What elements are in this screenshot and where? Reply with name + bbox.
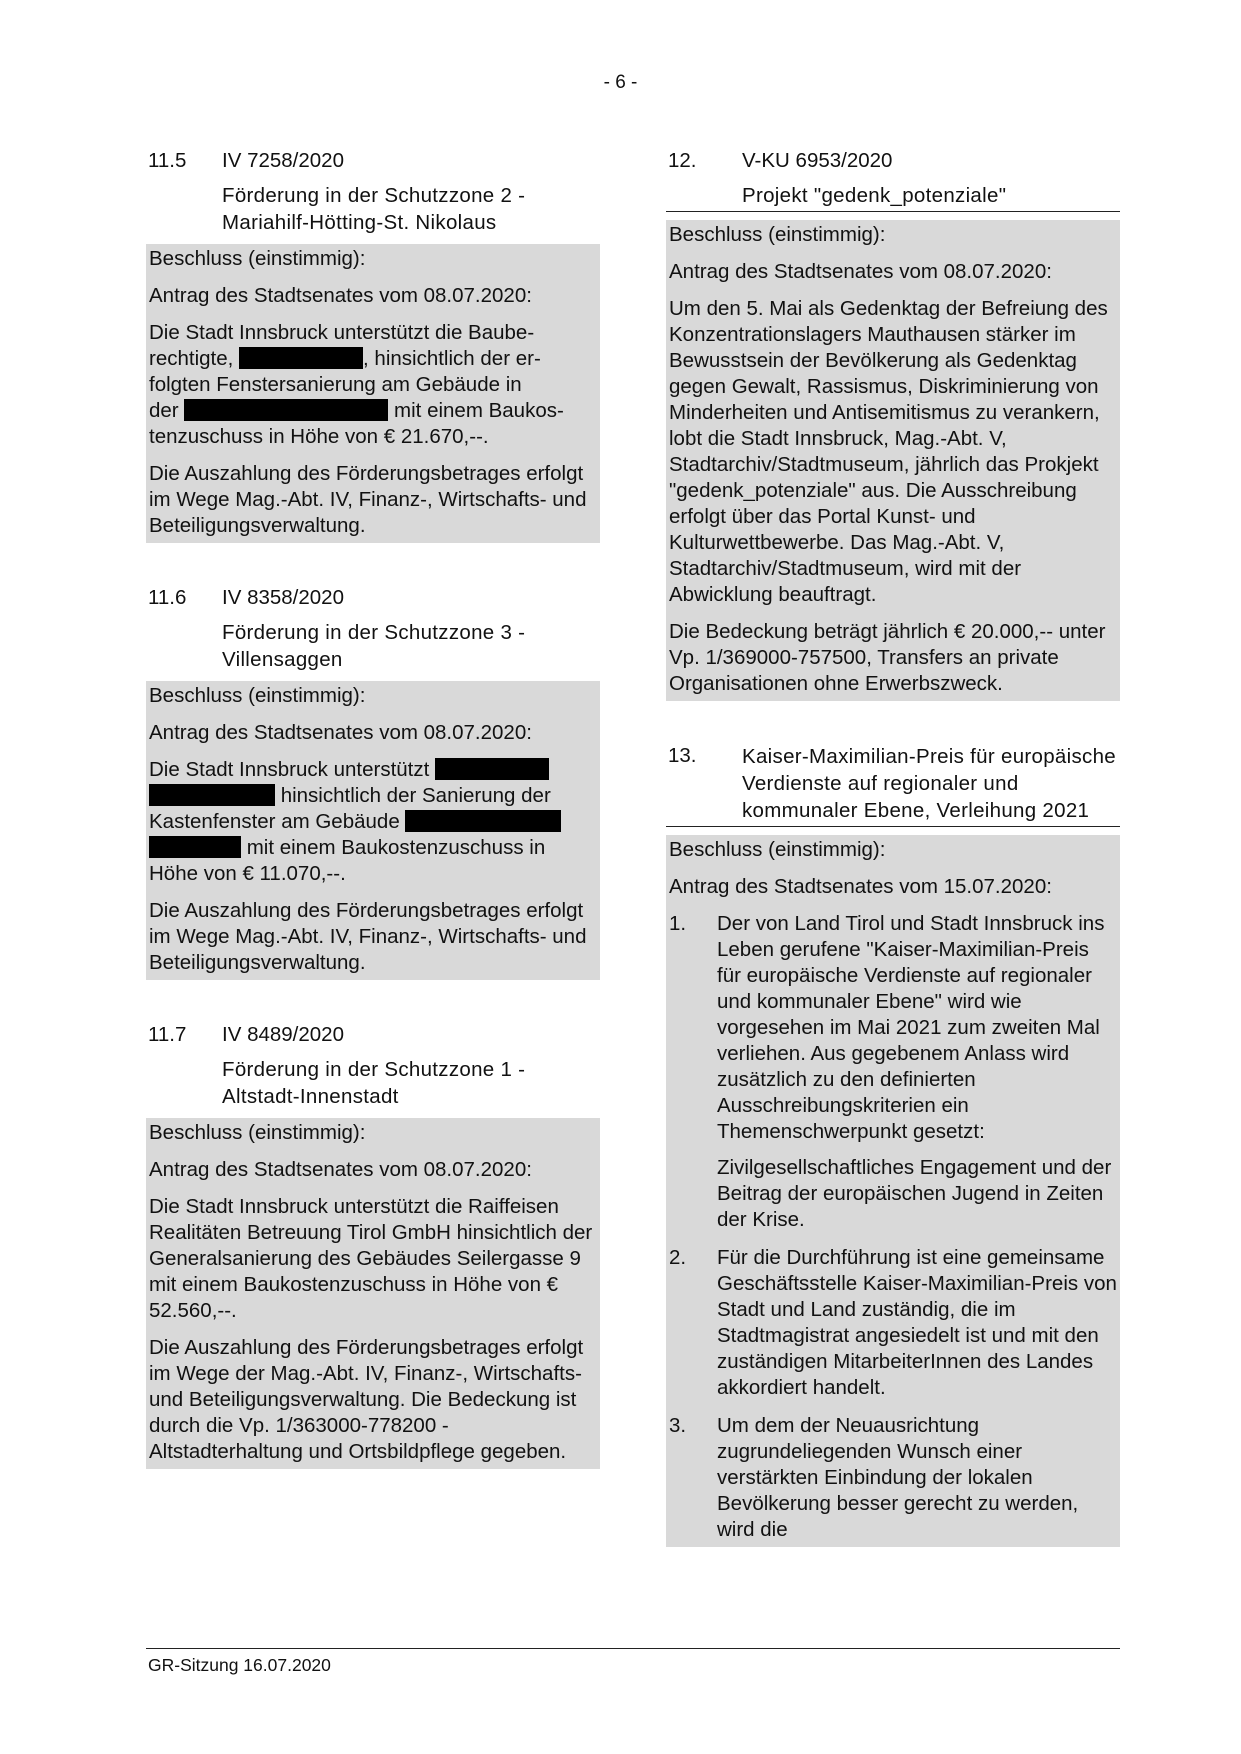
list-text: Für die Durchführung ist eine gemeinsame Geschäftsstelle Kaiser-Maximilian-Preis von Stadt und Land zuständig, die im Stadtmagistrat angesiedelt ist und mit den zuständigen MitarbeiterInnen des Landes akkordiert handelt.: [717, 1246, 1117, 1399]
item-number: 11.7: [148, 1023, 187, 1046]
motion-text: Die Stadt Innsbruck unterstützt die Raiffeisen Realitäten Betreuung Tirol GmbH hinsichtlich der Generalsanierung des Gebäudes Seilergasse 9 mit einem Baukostenzuschuss in Höhe von € 52.560,--.: [149, 1195, 593, 1322]
item-number: 13.: [668, 744, 697, 767]
motion-text: [149, 757, 597, 887]
item-number: 11.5: [148, 149, 187, 172]
payment-text: Die Auszahlung des Förderungsbetrages erfolgt im Wege Mag.-Abt. IV, Finanz-, Wirtschafts- und Beteiligungsverwaltung.: [149, 462, 587, 537]
right-column: [666, 148, 1120, 1589]
list-number: 2.: [669, 1246, 687, 1269]
resolution-label: Beschluss (einstimmig):: [669, 838, 886, 861]
resolution-label: Beschluss (einstimmig):: [149, 247, 366, 270]
text-segment: Die Stadt Innsbruck unterstützt die Baube-: [149, 321, 535, 344]
item-file-code: IV 8358/2020: [222, 586, 344, 609]
numbered-list-item: [669, 911, 1117, 1233]
item-title: Projekt "gedenk_potenziale": [666, 182, 1120, 212]
redaction-box: [149, 784, 275, 806]
agenda-item-12: [666, 148, 1120, 701]
motion-text: [149, 320, 597, 450]
list-text: Um dem der Neuausrichtung zugrundeliegenden Wunsch einer verstärkten Einbindung der lokalen Bevölkerung besser gerecht zu werden, wird die: [717, 1414, 1079, 1541]
numbered-list-item: [669, 1413, 1117, 1543]
text-segment: rechtigte,: [149, 347, 234, 370]
item-title-line: Altstadt-Innenstadt: [222, 1085, 399, 1108]
numbered-list-item: [669, 1245, 1117, 1401]
text-segment: Kastenfenster am Gebäude: [149, 810, 400, 833]
item-title-line: Villensaggen: [222, 648, 343, 671]
text-segment: , hinsichtlich der er-: [363, 347, 541, 370]
item-heading: [666, 148, 1120, 174]
item-title: [222, 182, 600, 236]
motion-label: Antrag des Stadtsenates vom 15.07.2020:: [669, 875, 1052, 898]
left-column: [146, 148, 600, 1511]
item-number: 11.6: [148, 586, 187, 609]
redaction-box: [435, 758, 549, 780]
payment-text: Die Auszahlung des Förderungsbetrages erfolgt im Wege Mag.-Abt. IV, Finanz-, Wirtschafts- und Beteiligungsverwaltung.: [149, 899, 587, 974]
text-segment: hinsichtlich der Sanierung der: [280, 784, 551, 807]
resolution-label: Beschluss (einstimmig):: [149, 684, 366, 707]
item-title-line: Mariahilf-Hötting-St. Nikolaus: [222, 211, 497, 234]
text-segment: tenzuschuss in Höhe von € 21.670,--.: [149, 425, 489, 448]
resolution-block: [666, 220, 1120, 701]
footer-rule: [146, 1648, 1120, 1649]
resolution-block: [666, 835, 1120, 1547]
motion-label: Antrag des Stadtsenates vom 08.07.2020:: [669, 260, 1052, 283]
redaction-box: [184, 399, 388, 421]
text-segment: folgten Fenstersanierung am Gebäude in: [149, 373, 522, 396]
item-heading: [146, 148, 600, 174]
item-title-line: Förderung in der Schutzzone 2 -: [222, 184, 526, 207]
motion-label: Antrag des Stadtsenates vom 08.07.2020:: [149, 284, 532, 307]
list-text: Der von Land Tirol und Stadt Innsbruck ins Leben gerufene "Kaiser-Maximilian-Preis für europäische Verdienste auf regionaler und kommunaler Ebene" wird wie vorgesehen im Mai 2021 zum zweiten Mal verliehen. Aus gegebenem Anlass wird zusätzlich zu den definierten Ausschreibungskriterien ein Themenschwerpunkt gesetzt:: [717, 912, 1105, 1143]
text-segment: Die Stadt Innsbruck unterstützt: [149, 758, 430, 781]
item-title: [222, 619, 600, 673]
agenda-item-13: [666, 743, 1120, 1547]
item-title-line: Förderung in der Schutzzone 1 -: [222, 1058, 526, 1081]
list-number: 1.: [669, 912, 687, 935]
list-body: [717, 911, 1117, 1233]
item-heading: [146, 585, 600, 611]
item-title-line: Förderung in der Schutzzone 3 -: [222, 621, 526, 644]
payment-text: Die Auszahlung des Förderungsbetrages erfolgt im Wege der Mag.-Abt. IV, Finanz-, Wirtschafts- und Beteiligungsverwaltung. Die Bedeckung ist durch die Vp. 1/363000-778200 - Altstadterhaltung und Ortsbildpflege gegeben.: [149, 1336, 584, 1463]
text-segment: der: [149, 399, 179, 422]
motion-label: Antrag des Stadtsenates vom 08.07.2020:: [149, 721, 532, 744]
item-file-code: IV 8489/2020: [222, 1023, 344, 1046]
resolution-label: Beschluss (einstimmig):: [149, 1121, 366, 1144]
item-file-code: IV 7258/2020: [222, 149, 344, 172]
item-title: [222, 1056, 600, 1110]
motion-label: Antrag des Stadtsenates vom 08.07.2020:: [149, 1158, 532, 1181]
item-number: 12.: [668, 149, 697, 172]
text-segment: mit einem Baukostenzuschuss in: [246, 836, 546, 859]
resolution-block: [146, 1118, 600, 1469]
resolution-block: [146, 681, 600, 980]
funding-text: Die Bedeckung beträgt jährlich € 20.000,-- unter Vp. 1/369000-757500, Transfers an private Organisationen ohne Erwerbszweck.: [669, 620, 1106, 695]
redaction-box: [239, 347, 363, 369]
page-number: - 6 -: [603, 72, 638, 93]
list-body: [717, 1413, 1117, 1543]
redaction-box: [149, 836, 241, 858]
text-segment: mit einem Baukos-: [394, 399, 564, 422]
title-rule: [666, 826, 1120, 827]
text-segment: Höhe von € 11.070,--.: [149, 862, 346, 885]
agenda-item-11-7: [146, 1022, 600, 1469]
item-heading: [666, 743, 1120, 824]
item-heading: [146, 1022, 600, 1048]
list-extra-text: Zivilgesellschaftliches Engagement und der Beitrag der europäischen Jugend in Zeiten der Krise.: [717, 1156, 1112, 1231]
list-number: 3.: [669, 1414, 687, 1437]
list-body: [717, 1245, 1117, 1401]
footer-text: GR-Sitzung 16.07.2020: [148, 1655, 331, 1675]
item-file-code: V-KU 6953/2020: [742, 149, 893, 172]
agenda-item-11-6: [146, 585, 600, 980]
resolution-label: Beschluss (einstimmig):: [669, 223, 886, 246]
item-title-text: Kaiser-Maximilian-Preis für europäische Verdienste auf regionaler und kommunaler Ebene, Verleihung 2021: [742, 745, 1116, 822]
redaction-box: [405, 810, 561, 832]
agenda-item-11-5: [146, 148, 600, 543]
resolution-block: [146, 244, 600, 543]
motion-text: Um den 5. Mai als Gedenktag der Befreiung des Konzentrationslagers Mauthausen stärker im Bewusstsein der Bevölkerung als Gedenktag gegen Gewalt, Rassismus, Diskriminierung von Minderheiten und Antisemitismus zu verankern, lobt die Stadt Innsbruck, Mag.-Abt. V, Stadtarchiv/Stadtmuseum, jährlich das Prokjekt "gedenk_potenziale" aus. Die Ausschreibung erfolgt über das Portal Kunst- und Kulturwettbewerbe. Das Mag.-Abt. V, Stadtarchiv/Stadtmuseum, wird mit der Abwicklung beauftragt.: [669, 297, 1108, 606]
